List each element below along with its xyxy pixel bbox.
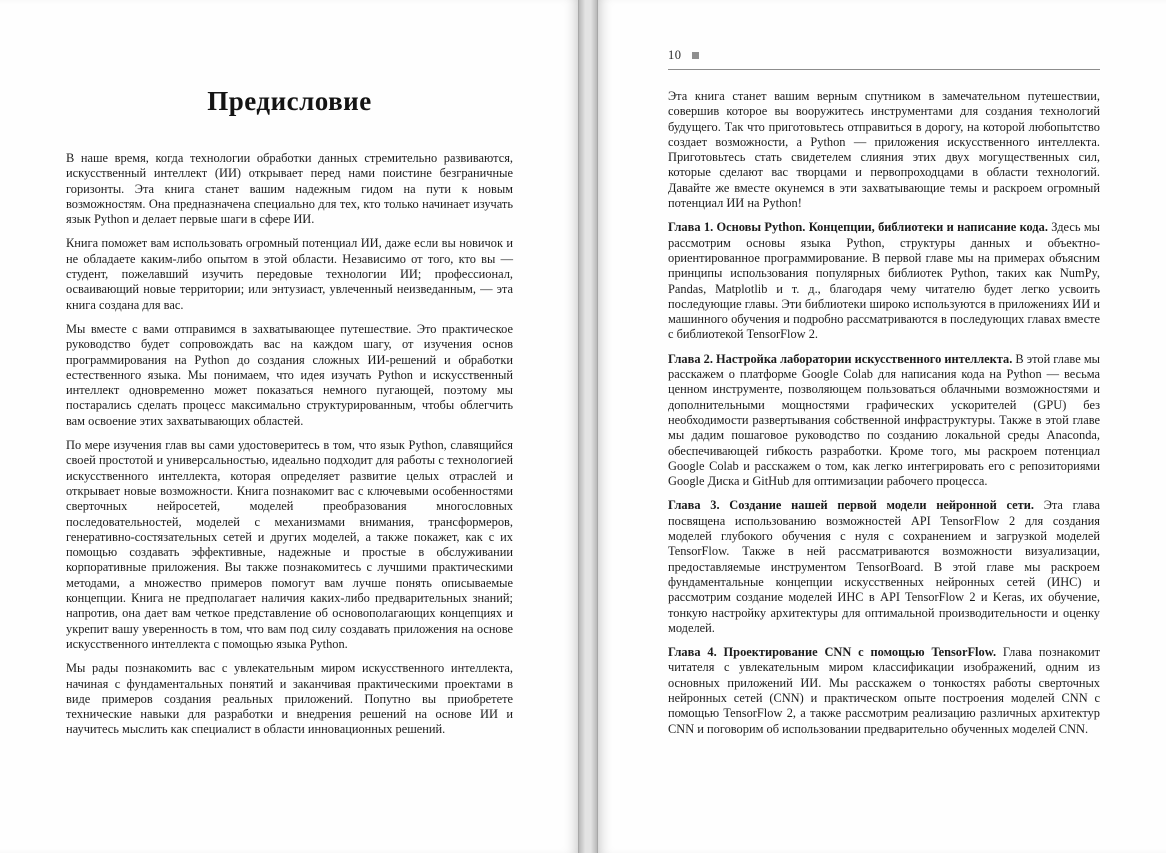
right-page — [598, 0, 1166, 853]
page-title: Предисловие — [207, 86, 372, 116]
left-page — [0, 0, 578, 853]
chapter-3-paragraph — [668, 498, 1100, 636]
header-square-icon — [692, 52, 699, 59]
chapter-1-text: Здесь мы рассмотрим основы языка Python, структуры данных и объектно-ориентированное программирование. В первой главе мы на примерах объясним принципы использования популярных библиотек Python, таких как NumPy, Pandas, Matplotlib и т. д., благодаря чему читателю будет легко усвоить последующие главы. Эти библиотеки широко используются в приложениях ИИ и машинного обучения и подробно рассматриваются в последующих главах вместе с библиотекой TensorFlow 2. — [668, 220, 1100, 342]
chapter-4-heading: Глава 4. Проектирование CNN с помощью TensorFlow. — [668, 645, 997, 660]
chapter-2-paragraph — [668, 352, 1100, 490]
page-header — [668, 48, 1100, 63]
chapter-1-heading: Глава 1. Основы Python. Концепции, библиотеки и написание кода. — [668, 220, 1048, 235]
header-rule — [668, 69, 1100, 70]
chapter-2-heading: Глава 2. Настройка лаборатории искусственного интеллекта. — [668, 351, 1013, 366]
chapter-4-text: Глава познакомит читателя с увлекательным миром классификации изображений, одним из основных приложений ИИ. Мы расскажем о тонкостях работы сверточных нейронных сетей (CNN) и практическом опыте построения моделей CNN с помощью TensorFlow 2, а также рассмотрим реализацию различных архитектур CNN и поговорим об использовании предварительно обученных моделей CNN. — [668, 645, 1100, 736]
preface-paragraph: В наше время, когда технологии обработки данных стремительно развиваются, искусственный интеллект (ИИ) открывает перед нами поистине безграничные горизонты. Эта книга станет вашим надежным гидом на пути к новым возможностям. Она предназначена специально для тех, кто только начинает изучать язык Python и делает первые шаги в сфере ИИ. — [66, 151, 513, 227]
preface-paragraph: Мы рады познакомить вас с увлекательным миром искусственного интеллекта, начиная с фундаментальных понятий и заканчивая практическими проектами в виде примеров создания реальных приложений. Попутно вы приобретете технические навыки для разработки и внедрения решений на основе ИИ и научитесь мыслить как специалист в области инновационных решений. — [66, 661, 513, 737]
chapter-2-text: В этой главе мы расскажем о платформе Google Colab для написания кода на Python — весьма ценном инструменте, позволяющем пользоваться облачными возможностями и дополнительными мощностями графических ускорителей (GPU) без необходимости развертывания собственной инфраструктуры. Также в этой главе мы дадим пошаговое руководство по созданию локальной среды Anaconda, обеспечивающей гибкость разработки. Кроме того, мы раскроем потенциал Google Colab и расскажем о том, как легко интегрировать его с репозиториями Google Диска и GitHub для оптимизации рабочего процесса. — [668, 351, 1100, 489]
chapter-3-heading: Глава 3. Создание нашей первой модели нейронной сети. — [668, 498, 1034, 513]
chapter-4-paragraph — [668, 645, 1100, 737]
preface-paragraph: По мере изучения глав вы сами удостоверитесь в том, что язык Python, славящийся своей простотой и универсальностью, идеально подходит для работы с технологией искусственного интеллекта, которая определяет развитие целых отраслей и открывает новые возможности. Книга познакомит вас с ключевыми особенностями сверточных нейросетей, моделей преобразования многословных последовательностей, моделей с механизмами внимания, трансформеров, генеративно-состязательных сетей и других моделей, а также покажет, как с их помощью создавать эффективные, надежные и простые в обслуживании корпоративные приложения. Вы также познакомитесь с лучшими практическими методами, а множество примеров помогут вам лучше понять описываемые концепции. Книга не предполагает наличия каких-либо предварительных знаний; напротив, она дает вам четкое представление об основополагающих концепциях и укрепит вашу уверенность в том, что вам под силу создавать приложения на основе искусственного интеллекта с помощью языка Python. — [66, 438, 513, 651]
preface-paragraph: Мы вместе с вами отправимся в захватывающее путешествие. Это практическое руководство будет сопровождать вас на каждом шагу, от изучения основ программирования на Python до создания сложных ИИ-решений и обработки естественного языка. Мы понимаем, что идея изучать Python и искусственный интеллект одновременно может показаться немного пугающей, поэтому мы постарались сделать процесс максимально структурированным, чтобы облегчить вам освоение этих захватывающих областей. — [66, 321, 513, 428]
page-gutter — [578, 0, 598, 853]
chapter-1-paragraph — [668, 220, 1100, 342]
preface-paragraph: Книга поможет вам использовать огромный потенциал ИИ, даже если вы новичок и не обладаете каким-либо опытом в этой области. Независимо от того, кто вы — студент, пожелавший изучить передовые технологии ИИ; профессионал, осваивающий новые территории; или энтузиаст, увлеченный неизведанным, — эта книга создана для вас. — [66, 236, 513, 312]
page-number: 10 — [668, 48, 682, 62]
chapter-3-text: Эта глава посвящена использованию возможностей API TensorFlow 2 для создания моделей глубокого обучения с нуля с сохранением и загрузкой моделей TensorFlow. Также в ней рассматриваются возможности визуализации, предоставляемые инструментом TensorBoard. В этой главе мы раскроем фундаментальные концепции искусственных нейронных сетей (ИНС) и рассмотрим создание моделей ИНС в API TensorFlow 2 и Keras, их обучение, тонкую настройку архитектуры для оптимальной производительности и оценку моделей. — [668, 498, 1100, 635]
intro-paragraph: Эта книга станет вашим верным спутником в замечательном путешествии, совершив которое вы вооружитесь инструментами для создания технологий будущего. Так что приготовьтесь отправиться в дорогу, на которой любопытство создает возможности, а Python — приложения искусственного интеллекта. Приготовьтесь стать свидетелем слияния этих двух могущественных сил, которые сделают вас творцами и первопроходцами в области технологий. Давайте же вместе окунемся в эти захватывающие темы и раскроем огромный потенциал ИИ на Python! — [668, 89, 1100, 211]
